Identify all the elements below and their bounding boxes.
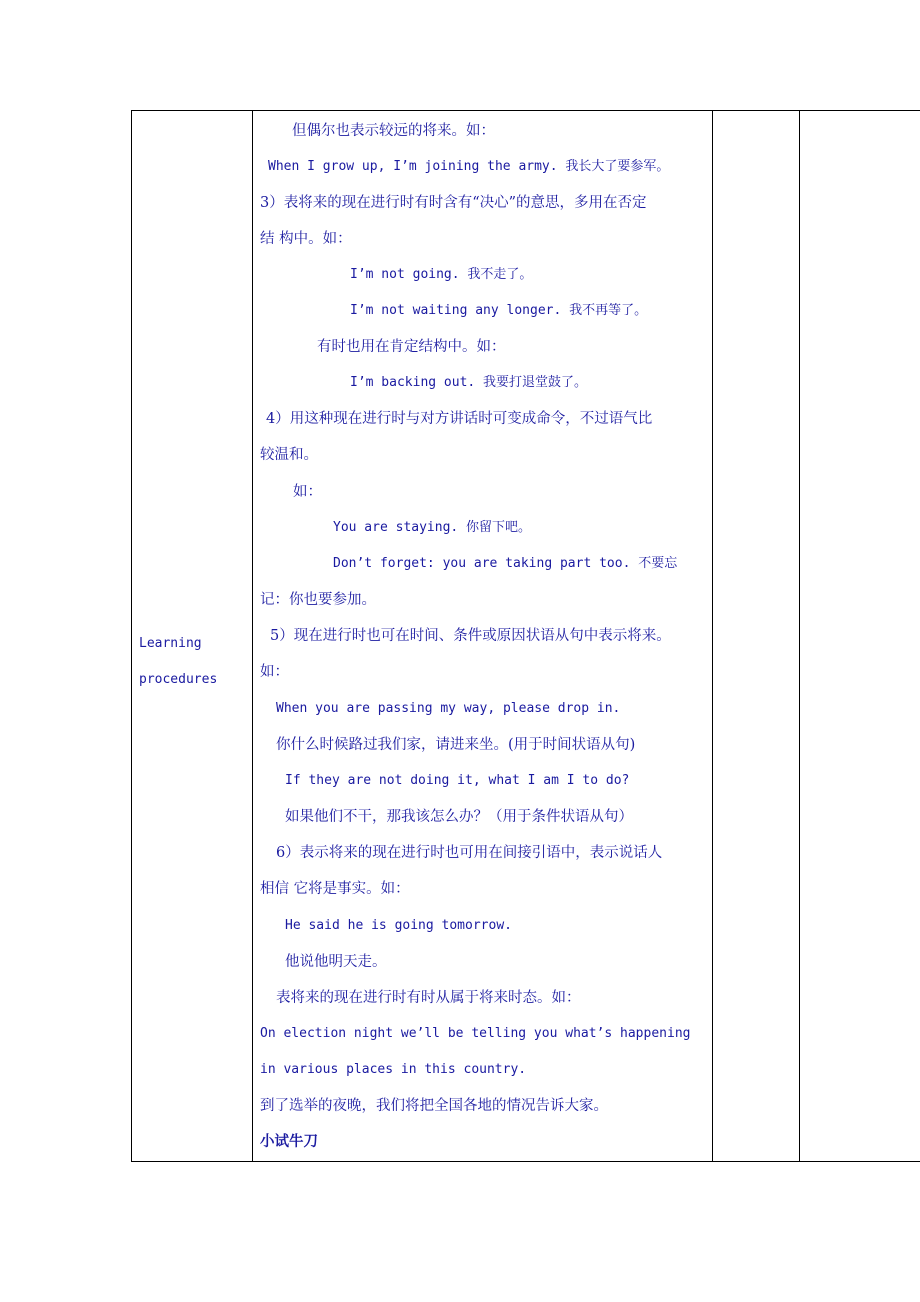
content-cell bbox=[260, 113, 712, 1159]
content-line: I’m backing out. 我要打退堂鼓了。 bbox=[350, 375, 588, 390]
content-line: On election night we’ll be telling you what’s happening bbox=[260, 1026, 691, 1041]
content-line: 有时也用在肯定结构中。如： bbox=[317, 339, 506, 355]
content-line: 但偶尔也表示较远的将来。如： bbox=[292, 123, 495, 139]
content-line: 表将来的现在进行时有时从属于将来时态。如： bbox=[276, 990, 581, 1006]
content-line: I’m not waiting any longer. 我不再等了。 bbox=[350, 303, 648, 318]
content-line: 你什么时候路过我们家，请进来坐。(用于时间状语从句) bbox=[276, 737, 636, 753]
content-line: 6）表示将来的现在进行时也可用在间接引语中，表示说话人 bbox=[276, 845, 663, 861]
content-line: When I grow up, I’m joining the army. 我长大了要参军。 bbox=[268, 159, 670, 174]
section-heading: 小试牛刀 bbox=[260, 1134, 318, 1150]
content-line: 相信 它将是事实。如： bbox=[260, 881, 410, 897]
content-line: 3）表将来的现在进行时有时含有“决心”的意思，多用在否定 bbox=[260, 195, 647, 211]
content-line: He said he is going tomorrow. bbox=[285, 918, 512, 933]
content-line: 如果他们不干，那我该怎么办？（用于条件状语从句） bbox=[285, 809, 633, 825]
content-line: 记：你也要参加。 bbox=[260, 592, 376, 608]
table-border-left bbox=[131, 110, 132, 1162]
content-line: I’m not going. 我不走了。 bbox=[350, 267, 533, 282]
table-border-col2 bbox=[712, 110, 713, 1162]
content-line: 4）用这种现在进行时与对方讲话时可变成命令，不过语气比 bbox=[266, 411, 653, 427]
table-border-col1 bbox=[252, 110, 253, 1162]
content-line: 结 构中。如： bbox=[260, 231, 352, 247]
content-line: 5）现在进行时也可在时间、条件或原因状语从句中表示将来。 bbox=[270, 628, 671, 644]
content-line: You are staying. 你留下吧。 bbox=[333, 520, 532, 535]
content-line: 到了选举的夜晚，我们将把全国各地的情况告诉大家。 bbox=[260, 1098, 608, 1114]
row-label-line1: Learning bbox=[139, 636, 202, 651]
table-border-col3 bbox=[799, 110, 800, 1162]
content-line: in various places in this country. bbox=[260, 1062, 527, 1077]
row-label bbox=[139, 626, 249, 698]
content-line: If they are not doing it, what I am I to do? bbox=[285, 773, 630, 788]
content-line: Don’t forget: you are taking part too. 不要忘 bbox=[333, 556, 678, 571]
content-line: When you are passing my way, please drop in. bbox=[276, 701, 621, 716]
content-line: 如： bbox=[260, 664, 289, 680]
content-line: 他说他明天走。 bbox=[285, 954, 387, 970]
row-label-line2: procedures bbox=[139, 672, 218, 687]
content-line: 较温和。 bbox=[260, 447, 318, 463]
content-line: 如： bbox=[293, 484, 322, 500]
